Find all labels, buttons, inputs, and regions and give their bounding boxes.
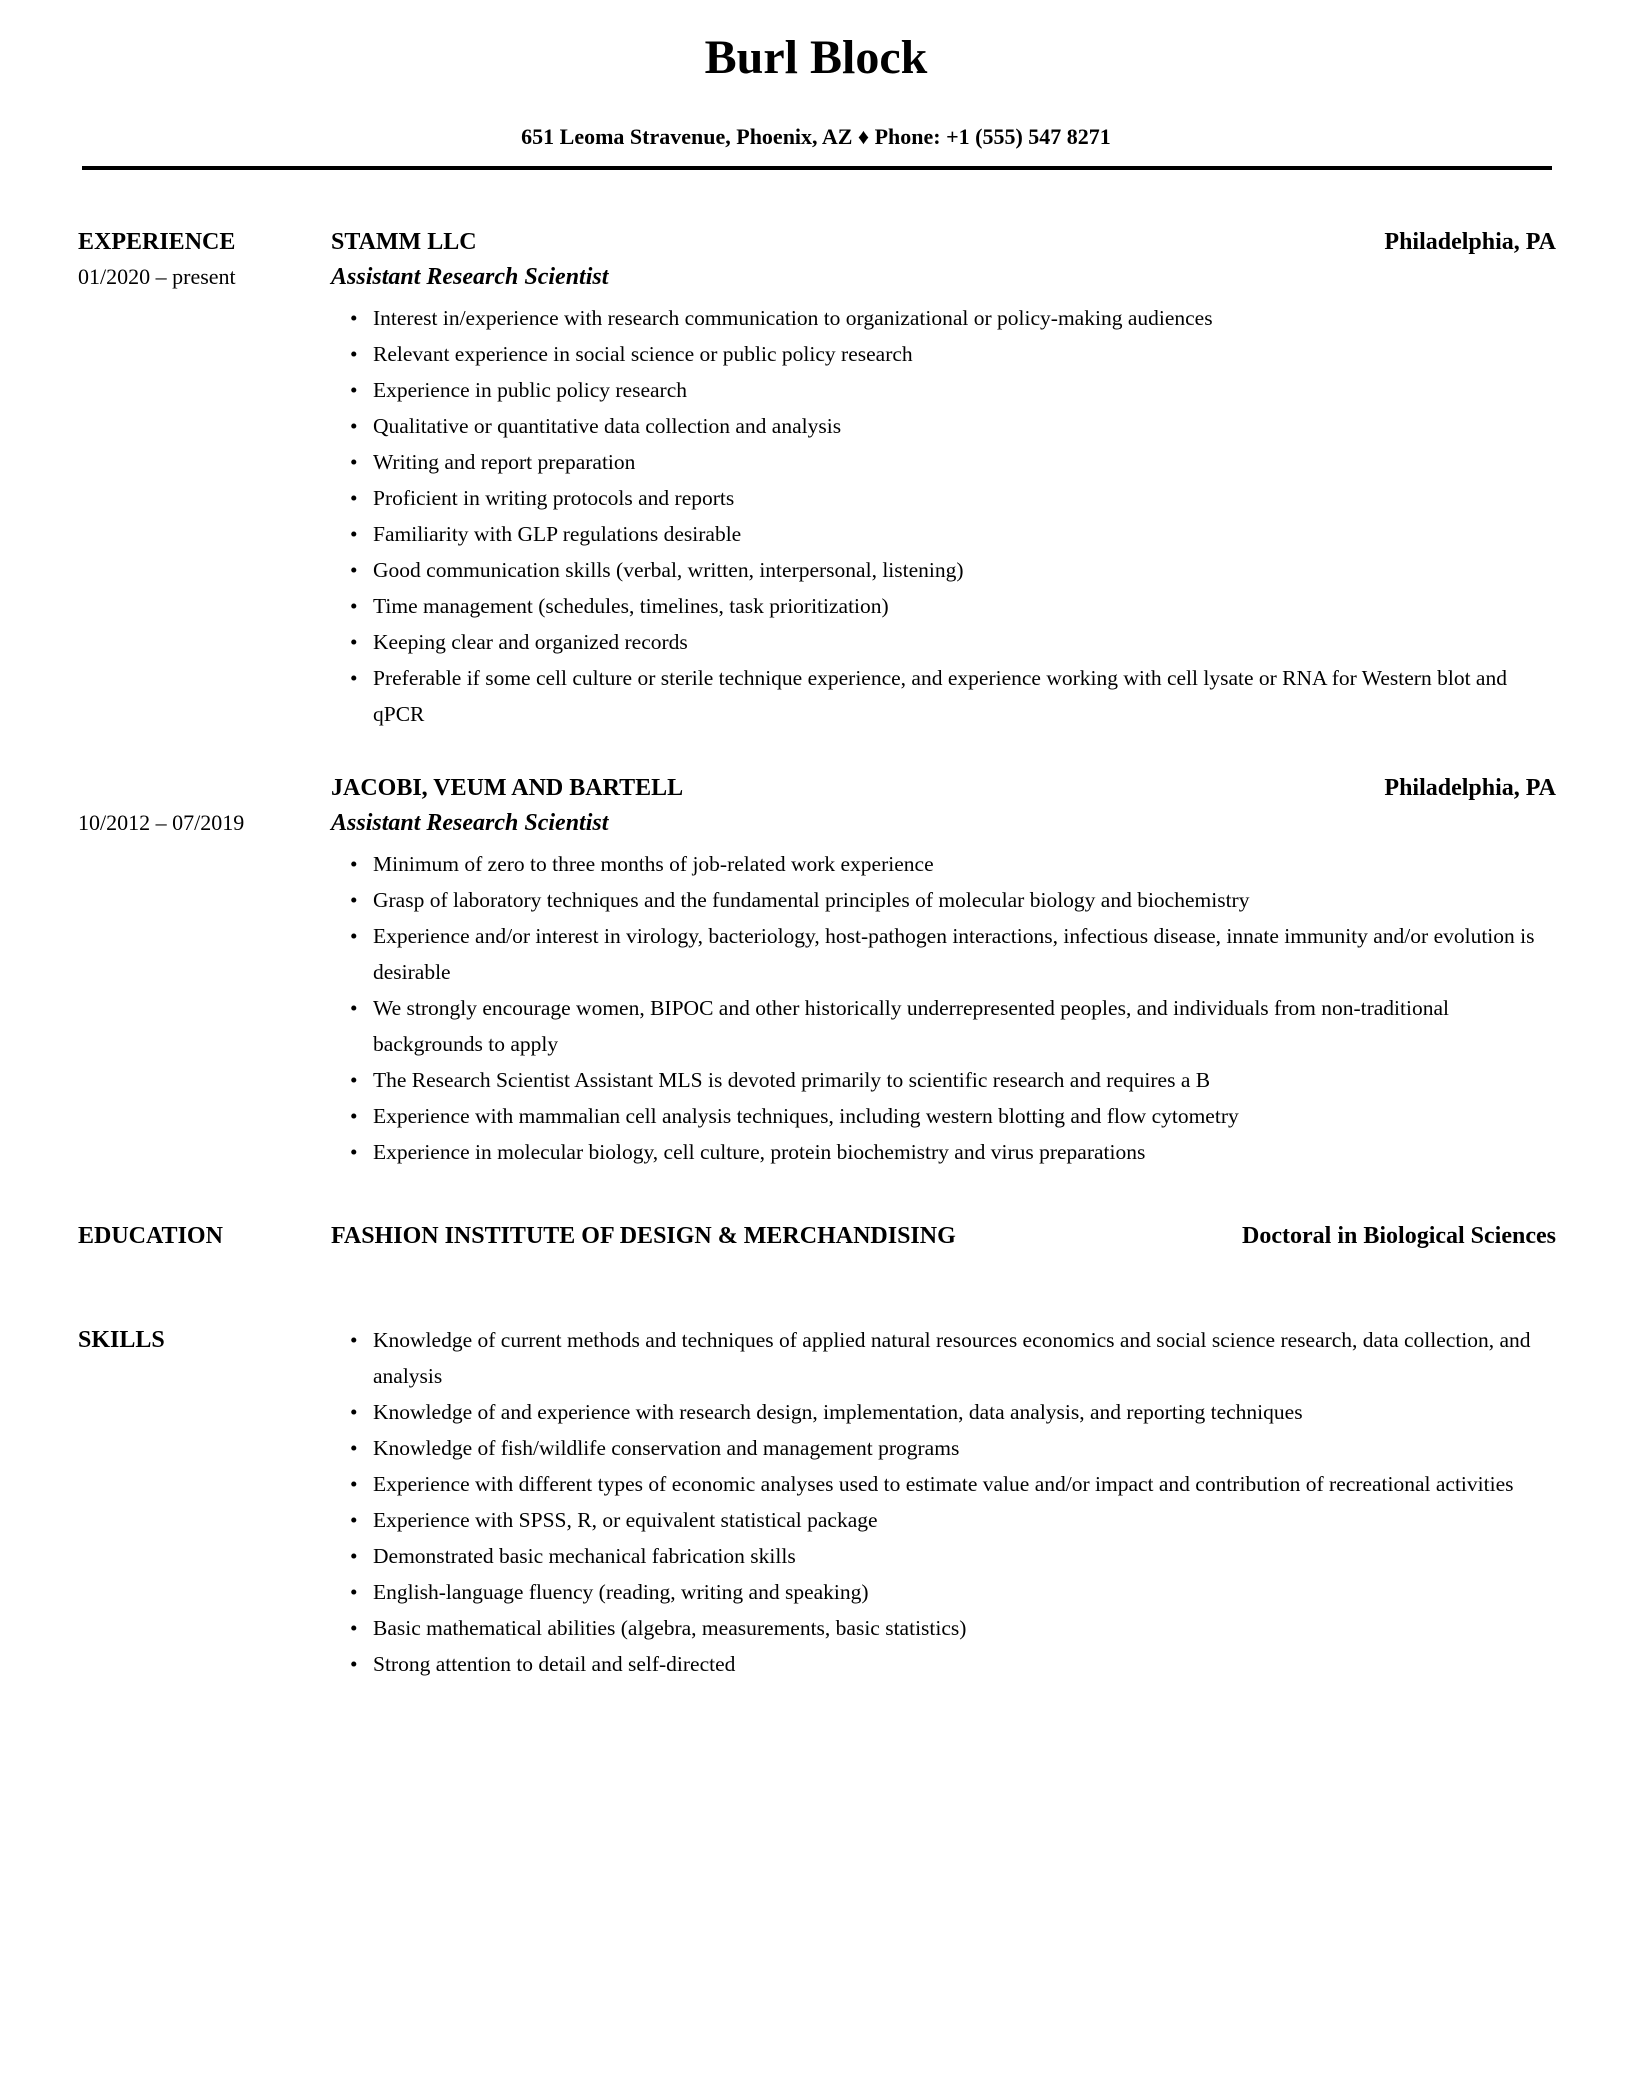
experience-section-label: EXPERIENCE — [78, 229, 236, 255]
bullet-item: • Demonstrated basic mechanical fabrication skills — [373, 1538, 1556, 1574]
bullet-item: • Knowledge of fish/wildlife conservation and management programs — [373, 1430, 1556, 1466]
education-school: FASHION INSTITUTE OF DESIGN & MERCHANDISING — [331, 1223, 956, 1249]
bullet-item: • Knowledge of and experience with research design, implementation, data analysis, and reporting techniques — [373, 1394, 1556, 1430]
job-1-bullet-list — [331, 300, 1556, 732]
education-degree: Doctoral in Biological Sciences — [1242, 1223, 1556, 1249]
experience-job-2 — [78, 770, 1556, 1170]
bullet-item: • Writing and report preparation — [373, 444, 1556, 480]
skills-section-label: SKILLS — [78, 1327, 165, 1353]
job-2-company: JACOBI, VEUM AND BARTELL — [331, 775, 684, 801]
experience-job-1 — [78, 224, 1556, 732]
skills-content — [331, 1322, 1556, 1682]
bullet-item: • Time management (schedules, timelines, task prioritization) — [373, 588, 1556, 624]
resume-header — [0, 0, 1632, 170]
education-section-label: EDUCATION — [78, 1223, 223, 1249]
bullet-item: • Experience in molecular biology, cell culture, protein biochemistry and virus preparations — [373, 1134, 1556, 1170]
bullet-item: • Interest in/experience with research communication to organizational or policy-making audiences — [373, 300, 1556, 336]
bullet-item: • Strong attention to detail and self-directed — [373, 1646, 1556, 1682]
person-name: Burl Block — [704, 31, 928, 84]
job-1-company: STAMM LLC — [331, 229, 477, 255]
bullet-item: • Keeping clear and organized records — [373, 624, 1556, 660]
job-2-header — [331, 770, 1556, 806]
contact-line: 651 Leoma Stravenue, Phoenix, AZ ♦ Phone: +1 (555) 547 8271 — [521, 124, 1111, 149]
bullet-item: • Preferable if some cell culture or sterile technique experience, and experience working with cell lysate or RNA for Western blot and qPCR — [373, 660, 1556, 732]
bullet-item: • Qualitative or quantitative data collection and analysis — [373, 408, 1556, 444]
job-1-dates: 01/2020 – present — [78, 264, 236, 289]
education-content — [331, 1218, 1556, 1254]
bullet-item: • Grasp of laboratory techniques and the fundamental principles of molecular biology and biochemistry — [373, 882, 1556, 918]
bullet-item: • Relevant experience in social science or public policy research — [373, 336, 1556, 372]
bullet-item: • Proficient in writing protocols and reports — [373, 480, 1556, 516]
job-2-bullet-list — [331, 846, 1556, 1170]
skills-left-column — [78, 1322, 331, 1682]
bullet-item: • Familiarity with GLP regulations desirable — [373, 516, 1556, 552]
bullet-item: • Minimum of zero to three months of job-related work experience — [373, 846, 1556, 882]
bullet-item: • We strongly encourage women, BIPOC and other historically underrepresented peoples, and individuals from non-traditional backgrounds to apply — [373, 990, 1556, 1062]
job-2-location: Philadelphia, PA — [1384, 775, 1556, 801]
job-1-content — [331, 224, 1556, 732]
bullet-item: • Experience with different types of economic analyses used to estimate value and/or impact and contribution of recreational activities — [373, 1466, 1556, 1502]
bullet-item: • English-language fluency (reading, writing and speaking) — [373, 1574, 1556, 1610]
skills-bullet-list — [331, 1322, 1556, 1682]
education-left-column — [78, 1218, 331, 1254]
section-education — [78, 1218, 1556, 1254]
job-2-left-column — [78, 770, 331, 1170]
job-2-title: Assistant Research Scientist — [331, 810, 609, 836]
bullet-item: • The Research Scientist Assistant MLS is devoted primarily to scientific research and requires a B — [373, 1062, 1556, 1098]
job-1-location: Philadelphia, PA — [1384, 229, 1556, 255]
experience-left-column — [78, 224, 331, 732]
header-divider — [82, 166, 1552, 170]
bullet-item: • Experience with SPSS, R, or equivalent statistical package — [373, 1502, 1556, 1538]
bullet-item: • Good communication skills (verbal, written, interpersonal, listening) — [373, 552, 1556, 588]
bullet-item: • Experience in public policy research — [373, 372, 1556, 408]
bullet-item: • Basic mathematical abilities (algebra, measurements, basic statistics) — [373, 1610, 1556, 1646]
bullet-item: • Knowledge of current methods and techniques of applied natural resources economics and social science research, data collection, and analysis — [373, 1322, 1556, 1394]
job-2-dates: 10/2012 – 07/2019 — [78, 810, 245, 835]
bullet-item: • Experience with mammalian cell analysis techniques, including western blotting and flow cytometry — [373, 1098, 1556, 1134]
bullet-item: • Experience and/or interest in virology, bacteriology, host-pathogen interactions, infectious disease, innate immunity and/or evolution is desirable — [373, 918, 1556, 990]
section-skills — [78, 1322, 1556, 1682]
resume-body — [0, 224, 1632, 1682]
job-1-header — [331, 224, 1556, 260]
job-1-title: Assistant Research Scientist — [331, 264, 609, 290]
job-2-content — [331, 770, 1556, 1170]
